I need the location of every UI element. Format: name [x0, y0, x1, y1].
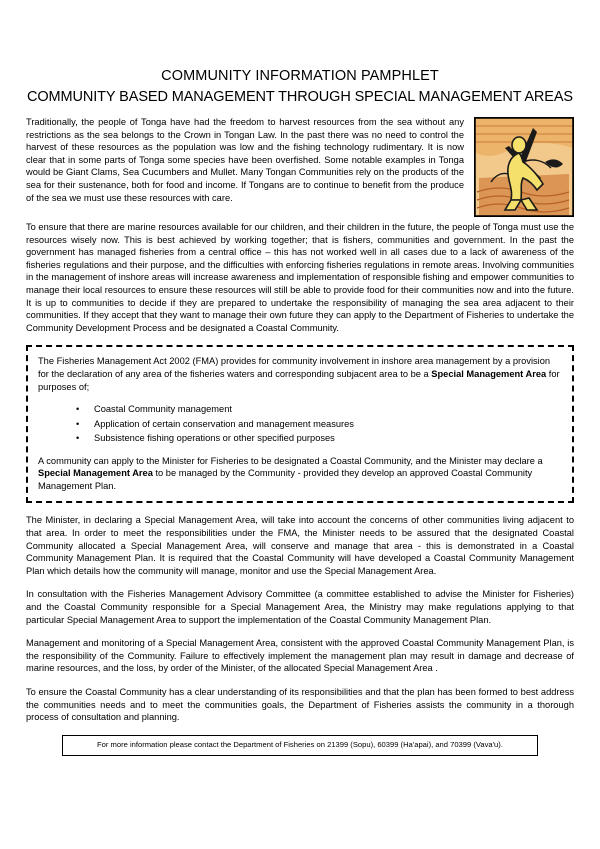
highlight-lead-bold: Special Management Area [431, 368, 547, 379]
intro-paragraph: Traditionally, the people of Tonga have had the freedom to harvest resources from the sea without any restrictions as the sea belongs to the Crown in Tongan Law. In the past there was no need to control the harvest of these resources as the population was low and the fishing technology rudimentary. It is now clear that in some parts of Tonga some species have been overfished. Some notable examples in Tonga would be Giant Clams, Sea Cucumbers and Mullet. Many Tongan Communities rely on the products of the sea for their sustenance, both for food and income. If Tongans are to continue to benefit from the produce of the sea we must use these resources with care. [26, 117, 464, 203]
artwork-svg [475, 118, 573, 216]
list-item: • Subsistence fishing operations or other specified purposes [94, 431, 562, 446]
list-item: • Application of certain conservation and management measures [94, 417, 562, 432]
list-item: • Coastal Community management [94, 402, 562, 417]
highlight-lead-part2: for purposes of; [38, 368, 560, 392]
contact-footer-text: For more information please contact the Department of Fisheries on 21399 (Sopu), 60399 (Ha'apai), and 70399 (Vava'u). [97, 739, 503, 749]
page-title: COMMUNITY INFORMATION PAMPHLET [161, 68, 439, 84]
consultation-paragraph: In consultation with the Fisheries Management Advisory Committee (a committee established to advise the Minister for Fisheries) and the Coastal Community responsible for a Special Management Area, the Ministry may make regulations applying to that particular Special Management Area to support the implementation of the Coastal Community Management Plan. [26, 589, 574, 625]
highlight-box [26, 345, 574, 503]
closing-paragraph: To ensure the Coastal Community has a clear understanding of its responsibilities and that the plan has been formed to best address the communities needs and to meet the communities goals, the Department of Fisheries assists the community in a thorough process of consultation and planning. [26, 686, 574, 723]
highlight-closing [38, 455, 562, 493]
intro-section [26, 116, 574, 221]
highlight-lead [38, 355, 562, 393]
highlight-lead-part1: The Fisheries Management Act 2002 (FMA) provides for community involvement in inshore area management by a provision for the declaration of any area of the fisheries waters and corresponding subjacent area to be a [38, 356, 551, 379]
highlight-bullet-list [38, 402, 562, 446]
highlight-closing-part1: A community can apply to the Minister for Fisheries to be designated a Coastal Community, and the Minister may declare a [38, 455, 543, 466]
highlight-closing-part2: to be managed by the Community - provided they develop an approved Coastal Community Management Plan. [38, 468, 533, 491]
highlight-closing-bold: Special Management Area [38, 468, 153, 479]
monitoring-paragraph: Management and monitoring of a Special Management Area, consistent with the approved Coastal Community Management Plan, is the responsibility of the Community. Failure to effectively implement the management plan may result in damage and decrease of marine resources, and the loss, by order of the Minister, of the allocated Special Management Area . [26, 638, 574, 674]
contact-footer-box [62, 735, 538, 756]
minister-paragraph: The Minister, in declaring a Special Management Area, will take into account the concerns of other communities living adjacent to that area. In order to meet the responsibilities under the FMA, the Minister needs to be assured that the designated Coastal Community allocated a Special Management Area, will conserve and manage that area - this is demonstrated in a Coastal Community Management Plan. It is required that the Coastal Community will have developed a Coastal Community Management Plan which details how the community will manage, monitor and use the Special Management Area. [26, 515, 574, 576]
tongan-fisherman-woodcut-image [474, 117, 574, 217]
page-subtitle: COMMUNITY BASED MANAGEMENT THROUGH SPECIAL MANAGEMENT AREAS [27, 89, 573, 105]
second-paragraph: To ensure that there are marine resources available for our children, and their children in the future, the people of Tonga must use the resources wisely now. This is best achieved by working together; that is fishers, communities and government. In the past the government has managed fisheries from a central office – this has not worked well in all cases due to a lack of awareness of the fisheries regulations and their purpose, and the difficulties with enforcing fisheries regulations in remote areas. Involving communities in the management of inshore areas will increase awareness and implementation of responsible fishing and empower communities to manage their local resources to ensure these resources will still be able to provide food for their communities now and into the future. It is up to communities to decide if they are prepared to undertake the responsibility of managing the sea area adjacent to their communities. If they accept that they want to manage their own future they can apply to the Department of Fisheries to undertake the Community Development Process and be designated a Coastal Community. [26, 222, 574, 333]
